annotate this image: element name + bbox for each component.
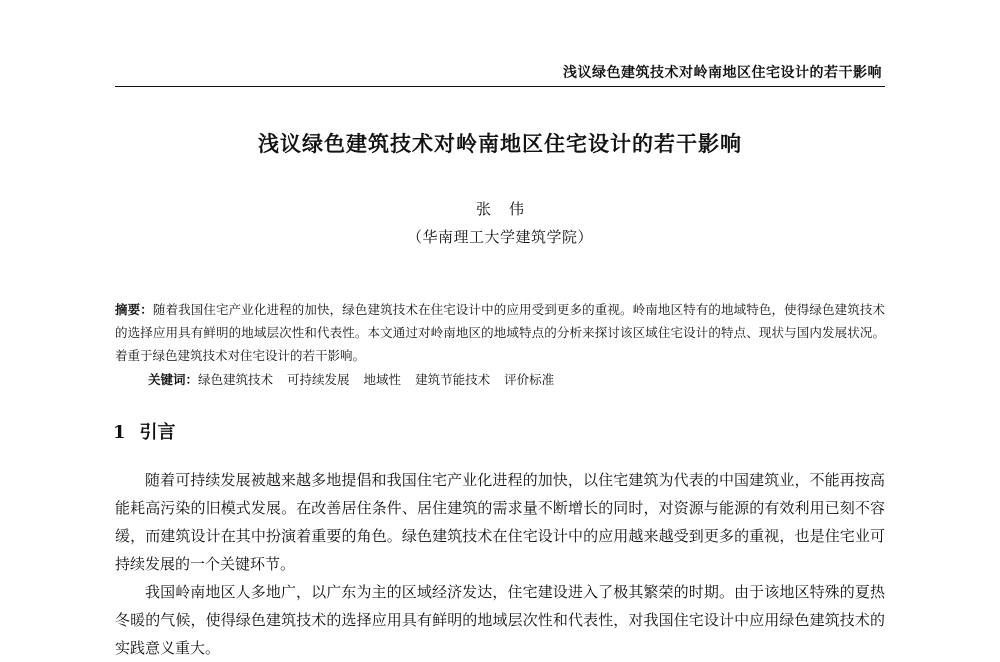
body-text — [115, 466, 885, 662]
keyword: 绿色建筑技术 — [198, 372, 274, 387]
section-title: 引言 — [139, 422, 176, 443]
abstract-label: 摘要： — [115, 302, 153, 317]
author-name: 张伟 — [475, 200, 542, 218]
header-rule — [115, 86, 885, 87]
keyword: 地域性 — [363, 372, 402, 387]
abstract-text: 随着我国住宅产业化进程的加快，绿色建筑技术在住宅设计中的应用受到更多的重视。岭南地区特有的地域特色，使得绿色建筑技术的选择应用具有鲜明的地域层次性和代表性。本文通过对岭南地区的地域特点的分析来探讨该区域住宅设计的特点、现状与国内发展状况。着重于绿色建筑技术对住宅设计的若干影响。 — [115, 302, 885, 363]
author-affiliation: （华南理工大学建筑学院） — [406, 228, 593, 246]
section-heading — [113, 418, 176, 444]
paragraph: 我国岭南地区人多地广，以广东为主的区域经济发达，住宅建设进入了极其繁荣的时期。由于该地区特殊的夏热冬暖的气候，使得绿色建筑技术的选择应用具有鲜明的地域层次性和代表性，对我国住宅设计中应用绿色建筑技术的实践意义重大。 — [115, 583, 885, 657]
keyword: 可持续发展 — [287, 372, 350, 387]
paragraph: 随着可持续发展被越来越多地提倡和我国住宅产业化进程的加快，以住宅建筑为代表的中国建筑业，不能再按高能耗高污染的旧模式发展。在改善居住条件、居住建筑的需求量不断增长的同时，对资源与能源的有效利用已刻不容缓，而建筑设计在其中扮演着重要的角色。绿色建筑技术在住宅设计中的应用越来越受到更多的重视，也是住宅业可持续发展的一个关键环节。 — [115, 471, 885, 573]
keywords-label: 关键词： — [148, 372, 199, 387]
keyword: 建筑节能技术 — [415, 372, 491, 387]
keywords — [148, 368, 568, 391]
section-number: 1 — [113, 422, 126, 443]
abstract — [115, 298, 885, 367]
running-header: 浅议绿色建筑技术对岭南地区住宅设计的若干影响 — [563, 65, 882, 81]
keyword: 评价标准 — [504, 372, 555, 387]
paper-title: 浅议绿色建筑技术对岭南地区住宅设计的若干影响 — [258, 131, 742, 156]
